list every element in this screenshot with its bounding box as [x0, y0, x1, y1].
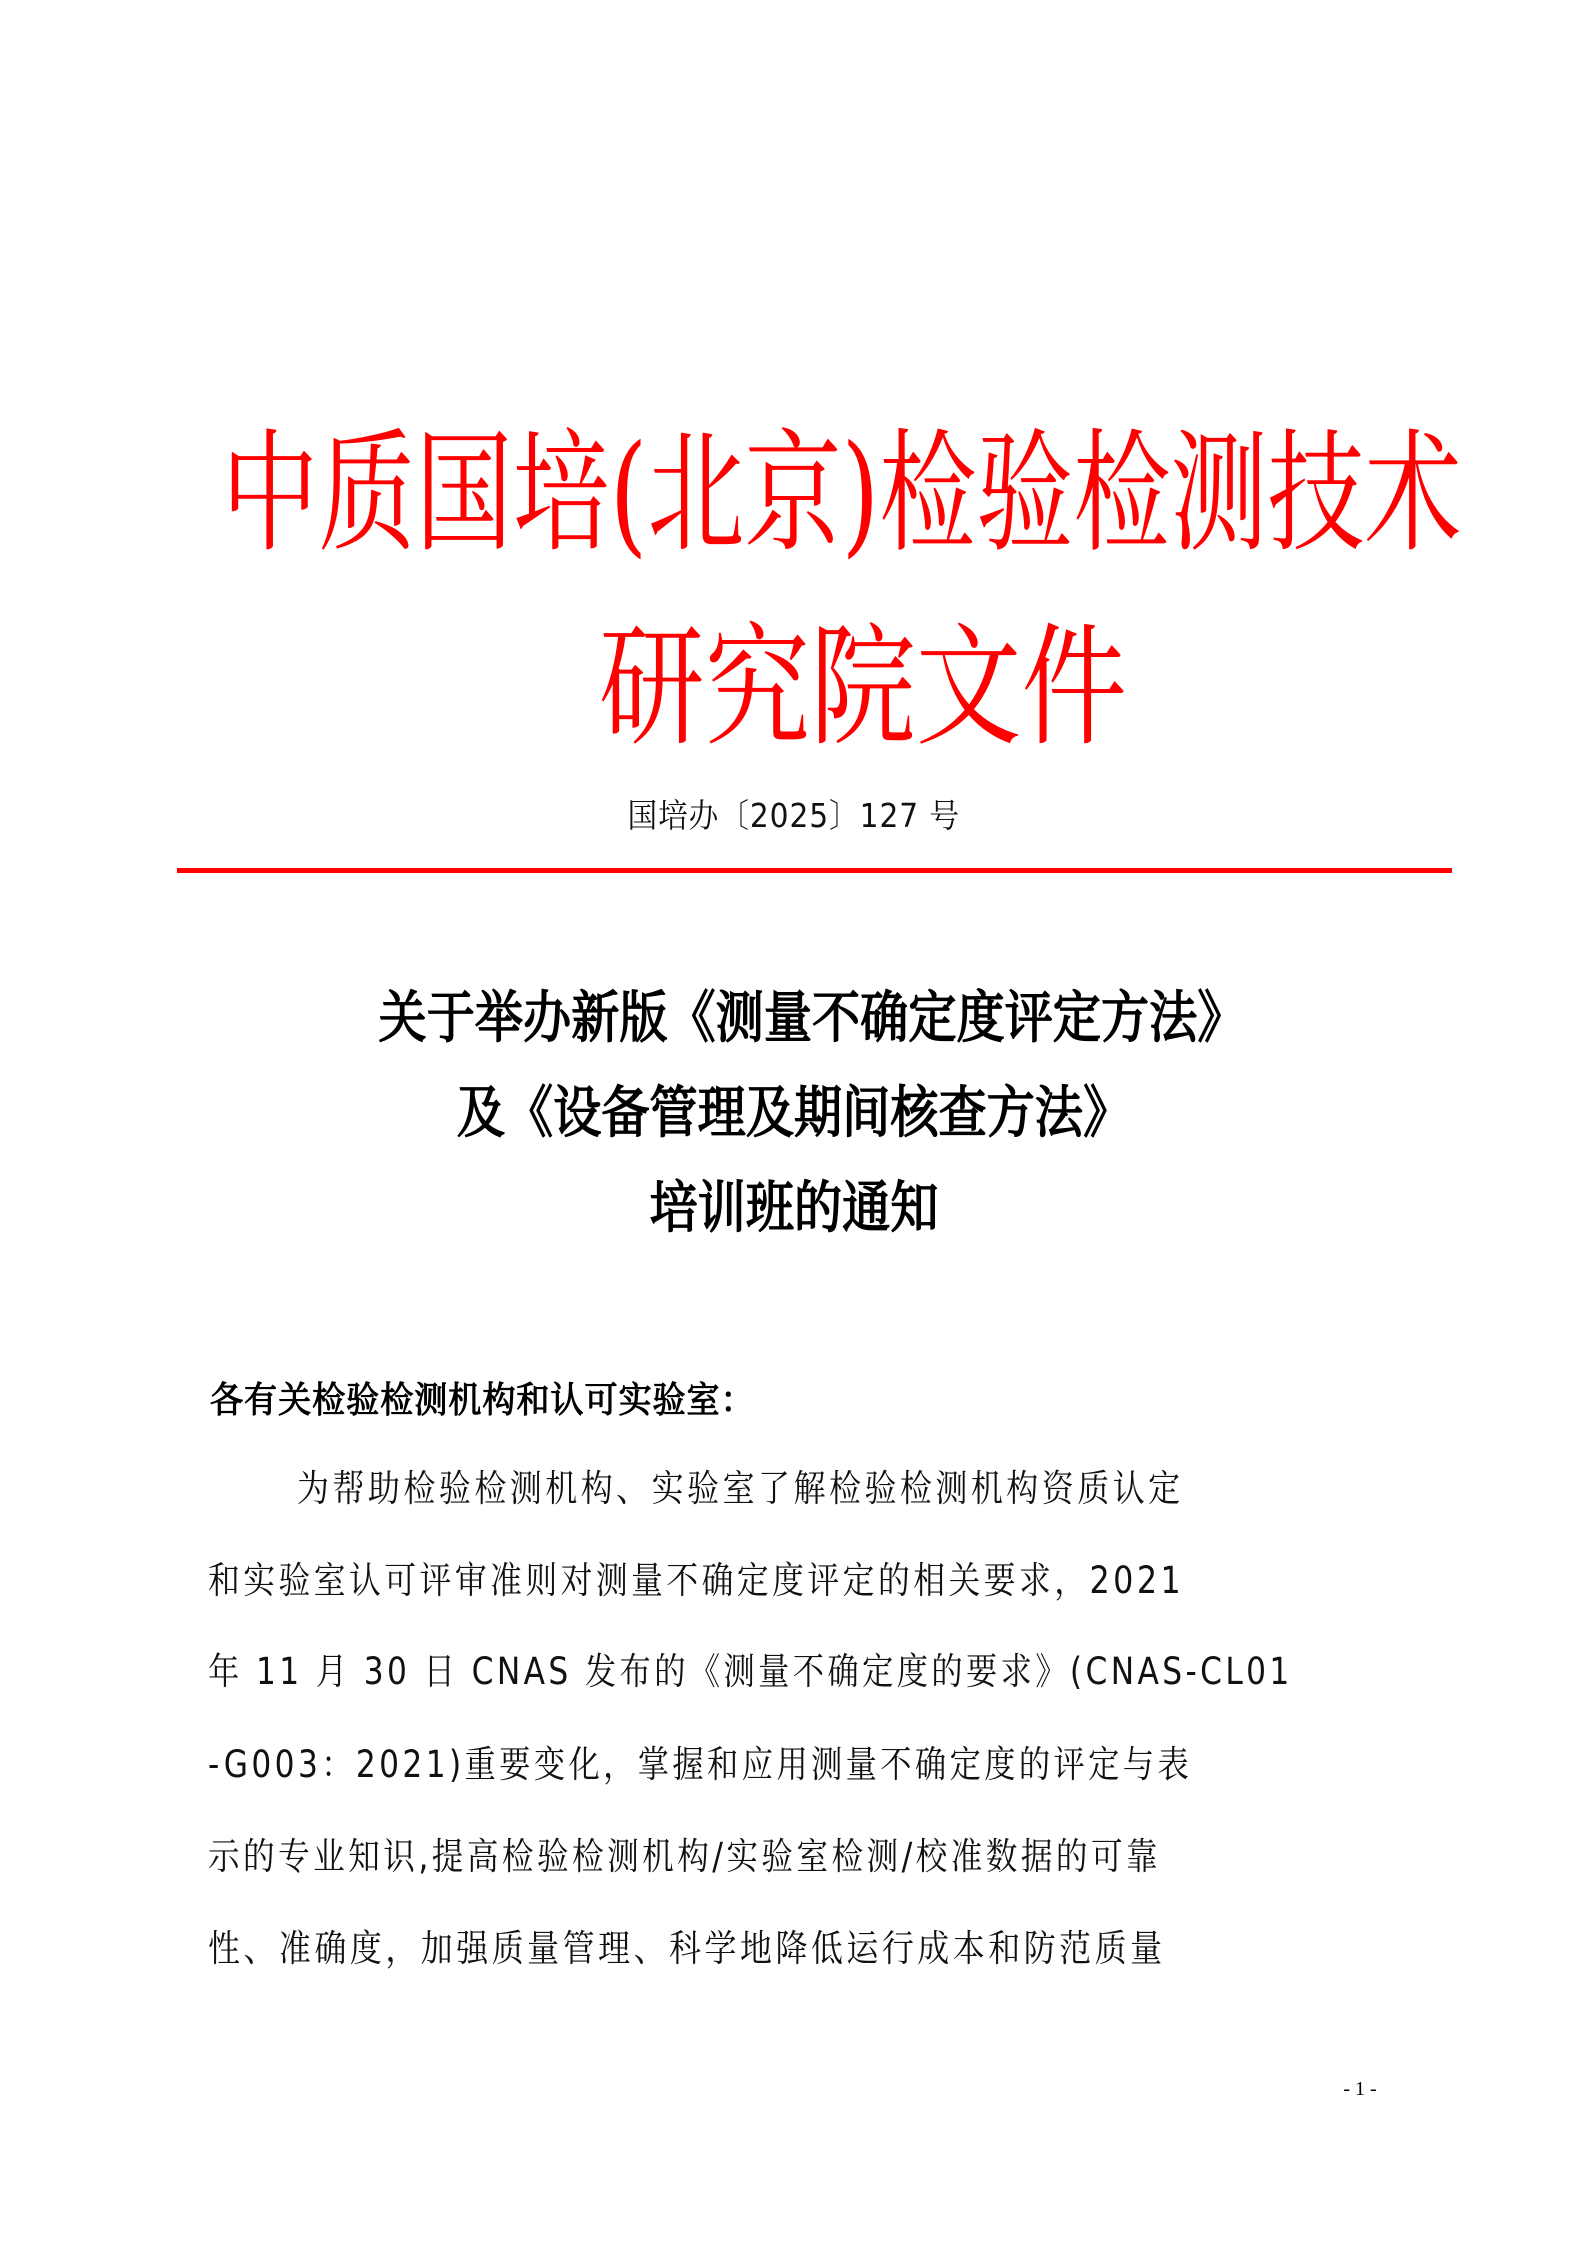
notice-title-line-3 [0, 1175, 1587, 1241]
letterhead-org-name-line-1-text: 中质国培(北京)检验检测技术 [221, 417, 1462, 571]
notice-title-line-3-text: 培训班的通知 [649, 1175, 938, 1241]
body-paragraph-line [297, 1467, 1447, 1510]
notice-title-line-1-text: 关于举办新版《测量不确定度评定方法》 [378, 985, 1245, 1051]
body-paragraph-line [208, 1835, 1358, 1878]
document-number-text: 国培办〔2025〕127 号 [627, 796, 960, 835]
letterhead-org-name-line-2 [69, 611, 1587, 765]
body-line-text: 年 11 月 30 日 CNAS 发布的《测量不确定度的要求》(CNAS-CL01 [208, 1650, 1293, 1693]
letterhead-divider [177, 868, 1452, 873]
notice-title-line-2 [0, 1080, 1587, 1146]
notice-title-line-1 [18, 985, 1587, 1051]
letterhead-org-name-line-1 [0, 417, 1585, 571]
notice-title-line-2-text: 及《设备管理及期间核查方法》 [456, 1080, 1131, 1146]
page-number: - 1 - [1343, 2078, 1377, 2100]
body-paragraph-line [208, 1743, 1358, 1786]
body-line-text: 和实验室认可评审准则对测量不确定度评定的相关要求，2021 [208, 1559, 1185, 1602]
salutation-text: 各有关检验检测机构和认可实验室： [210, 1380, 755, 1421]
body-paragraph-line [208, 1559, 1358, 1602]
body-line-text: 性、准确度，加强质量管理、科学地降低运行成本和防范质量 [208, 1927, 1166, 1970]
body-line-text: 为帮助检验检测机构、实验室了解检验检测机构资质认定 [297, 1467, 1184, 1510]
body-paragraph-line [208, 1650, 1358, 1693]
salutation [210, 1372, 802, 1423]
letterhead-org-name-line-2-text: 研究院文件 [598, 611, 1127, 765]
body-line-text: 示的专业知识,提高检验检测机构/实验室检测/校准数据的可靠 [208, 1835, 1162, 1878]
document-number [0, 790, 1587, 837]
body-paragraph-line [208, 1927, 1358, 1970]
body-line-text: -G003：2021)重要变化，掌握和应用测量不确定度的评定与表 [208, 1743, 1193, 1786]
